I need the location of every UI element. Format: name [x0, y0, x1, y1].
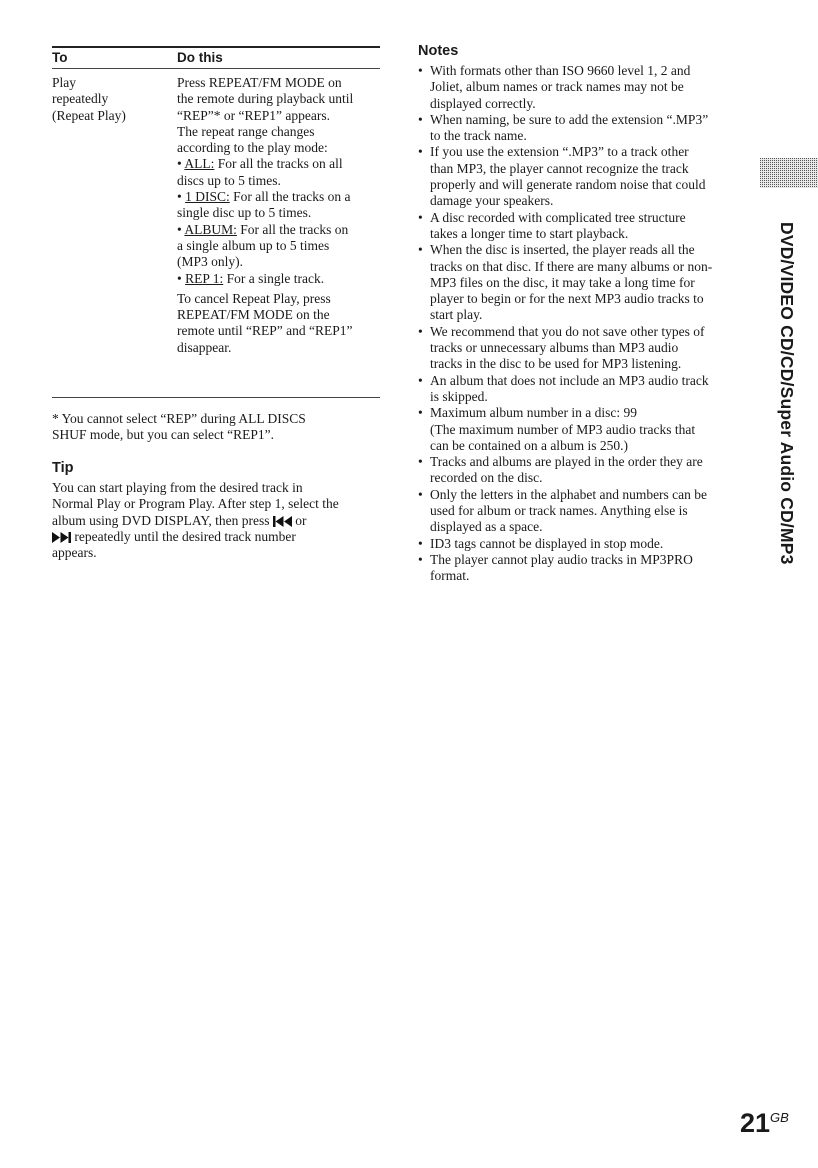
note-item-line: [418, 275, 748, 291]
page-number-value: 21: [740, 1108, 771, 1138]
note-text: Tracks and albums are played in the order they are: [430, 454, 703, 470]
instruction-line: Press REPEAT/FM MODE on: [177, 75, 342, 90]
note-text: Only the letters in the alphabet and numbers can be: [430, 486, 708, 502]
note-item-line: [418, 405, 748, 421]
note-item-line: [418, 487, 748, 503]
bullet-icon: •: [418, 242, 423, 258]
bullet-icon: •: [418, 63, 423, 78]
notes-list: [418, 63, 748, 585]
mode-1disc-label: 1 DISC:: [185, 189, 230, 205]
note-text: A disc recorded with complicated tree structure: [430, 209, 686, 225]
bullet-icon: •: [418, 551, 423, 567]
note-text: start play.: [430, 307, 483, 323]
section-tab-marker: [760, 158, 818, 188]
cancel-line: remote until “REP” and “REP1”: [177, 323, 353, 339]
tip-line-text: album using DVD DISPLAY, then press: [52, 512, 270, 528]
instruction-line: according to the play mode:: [177, 140, 328, 156]
tip-line-text: repeatedly until the desired track number: [74, 528, 296, 544]
note-item-line: [418, 438, 748, 454]
note-text: ID3 tags cannot be displayed in stop mode.: [430, 535, 664, 551]
note-text: tracks or unnecessary albums than MP3 audio: [430, 340, 679, 356]
note-text: We recommend that you do not save other types of: [430, 323, 705, 339]
note-item-line: [418, 79, 748, 95]
footnote-line: SHUF mode, but you can select “REP1”.: [52, 427, 274, 443]
tip-line: Normal Play or Program Play. After step 1, select the: [52, 496, 339, 512]
table-bottom-rule: [52, 397, 380, 398]
instruction-line: the remote during playback until: [177, 91, 354, 107]
page-suffix: GB: [770, 1110, 789, 1125]
note-item-line: [418, 307, 748, 323]
instruction-line: The repeat range changes: [177, 123, 315, 139]
note-item-line: [418, 422, 748, 438]
table-row: [52, 69, 380, 397]
note-item-line: [418, 373, 748, 389]
note-text: With formats other than ISO 9660 level 1, 2 and: [430, 63, 691, 78]
tip-or: or: [295, 512, 307, 528]
mode-album-desc: For all the tracks on: [236, 221, 349, 237]
note-item-line: [418, 536, 748, 552]
footnote-line: * You cannot select “REP” during ALL DISCS: [52, 411, 306, 426]
note-text: can be contained on a album is 250.): [430, 437, 628, 453]
note-text: The player cannot play audio tracks in MP3PRO: [430, 551, 693, 567]
note-text: Joliet, album names or track names may not be: [430, 79, 684, 95]
note-text: tracks on that disc. If there are many albums or non-: [430, 258, 713, 274]
note-text: An album that does not include an MP3 audio track: [430, 372, 709, 388]
row-label-line: repeatedly: [52, 91, 109, 107]
tip-line: [52, 529, 382, 545]
note-text: tracks in the disc to be used for MP3 listening.: [430, 356, 682, 372]
mode-rep1-label: REP 1:: [185, 270, 224, 286]
note-item-line: [418, 161, 748, 177]
note-text: recorded on the disc.: [430, 470, 543, 486]
note-item-line: [418, 210, 748, 226]
mode-1disc-desc-2: single disc up to 5 times.: [177, 205, 312, 221]
note-item-line: [418, 63, 748, 79]
skip-next-icon: [52, 532, 71, 543]
note-item-line: [418, 340, 748, 356]
bullet-icon: •: [418, 454, 423, 470]
bullet-icon: •: [418, 535, 423, 551]
footnote: [52, 411, 382, 444]
note-item-line: [418, 291, 748, 307]
mode-all-desc: For all the tracks on all: [214, 156, 343, 172]
skip-previous-icon: [273, 516, 292, 527]
note-item-line: [418, 519, 748, 535]
bullet-icon: •: [418, 486, 423, 502]
mode-rep1: • REP 1: For a single track.: [177, 270, 325, 286]
note-item-line: [418, 193, 748, 209]
mode-all-label: ALL:: [184, 156, 215, 172]
bullet-icon: •: [418, 144, 423, 160]
cancel-line: To cancel Repeat Play, press: [177, 290, 331, 306]
note-text: When naming, be sure to add the extension “.MP3”: [430, 111, 709, 127]
mode-album: • ALBUM: For all the tracks on: [177, 221, 349, 237]
note-text: properly and will generate random noise that could: [430, 177, 706, 193]
note-text: to the track name.: [430, 128, 527, 144]
note-text: (The maximum number of MP3 audio tracks that: [430, 421, 696, 437]
tip-body: [52, 480, 382, 561]
repeat-play-table: [52, 46, 380, 398]
side-label-text: DVD/VIDEO CD/CD/Super Audio CD/MP3: [777, 222, 797, 565]
mode-rep1-desc: For a single track.: [223, 270, 325, 286]
note-text: displayed as a space.: [430, 519, 543, 535]
table-header: [52, 48, 380, 68]
tip-line: appears.: [52, 545, 97, 561]
note-item-line: [418, 177, 748, 193]
bullet-icon: •: [418, 323, 423, 339]
note-item-line: [418, 112, 748, 128]
note-item-line: [418, 454, 748, 470]
note-item-line: [418, 324, 748, 340]
note-text: When the disc is inserted, the player reads all the: [430, 242, 695, 258]
row-label-line: Play: [52, 75, 77, 90]
note-item-line: [418, 503, 748, 519]
note-text: than MP3, the player cannot recognize the track: [430, 160, 689, 176]
col1-header: To: [52, 50, 68, 65]
note-item-line: [418, 96, 748, 112]
row-instructions: [177, 75, 377, 356]
note-text: Maximum album number in a disc: 99: [430, 405, 637, 421]
mode-1disc: • 1 DISC: For all the tracks on a: [177, 189, 351, 205]
mode-all-desc-2: discs up to 5 times.: [177, 172, 281, 188]
bullet-icon: •: [418, 209, 423, 225]
tip-line: [52, 513, 382, 529]
tip-line: You can start playing from the desired track in: [52, 480, 303, 495]
page-number: [740, 1108, 789, 1139]
note-item-line: [418, 259, 748, 275]
tip-heading: Tip: [52, 460, 74, 476]
note-text: MP3 files on the disc, it may take a long time for: [430, 274, 695, 290]
note-text: takes a longer time to start playback.: [430, 225, 629, 241]
cancel-line: REPEAT/FM MODE on the: [177, 307, 330, 323]
note-item-line: [418, 356, 748, 372]
col2-header: Do this: [177, 50, 223, 65]
bullet-icon: •: [418, 372, 423, 388]
instruction-line: “REP”* or “REP1” appears.: [177, 107, 330, 123]
note-item-line: [418, 226, 748, 242]
note-item-line: [418, 552, 748, 568]
mode-album-desc-2: a single album up to 5 times: [177, 237, 330, 253]
note-item-line: [418, 144, 748, 160]
mode-album-desc-3: (MP3 only).: [177, 254, 244, 270]
note-text: used for album or track names. Anything else is: [430, 503, 688, 519]
note-item-line: [418, 128, 748, 144]
note-item-line: [418, 470, 748, 486]
row-label-line: (Repeat Play): [52, 107, 126, 123]
bullet-icon: •: [418, 111, 423, 127]
cancel-line: disappear.: [177, 339, 232, 355]
mode-all: • ALL: For all the tracks on all: [177, 156, 343, 172]
note-item-line: [418, 568, 748, 584]
row-label: [52, 75, 172, 124]
note-text: displayed correctly.: [430, 95, 536, 111]
note-text: format.: [430, 568, 470, 584]
section-side-label: [777, 222, 799, 565]
note-item-line: [418, 242, 748, 258]
mode-album-label: ALBUM:: [184, 221, 237, 237]
note-text: is skipped.: [430, 388, 488, 404]
note-text: If you use the extension “.MP3” to a track other: [430, 144, 689, 160]
note-text: player to begin or for the next MP3 audio tracks to: [430, 291, 704, 307]
note-text: damage your speakers.: [430, 193, 554, 209]
notes-heading: Notes: [418, 43, 459, 59]
mode-1disc-desc: For all the tracks on a: [229, 189, 351, 205]
note-item-line: [418, 389, 748, 405]
bullet-icon: •: [418, 405, 423, 421]
